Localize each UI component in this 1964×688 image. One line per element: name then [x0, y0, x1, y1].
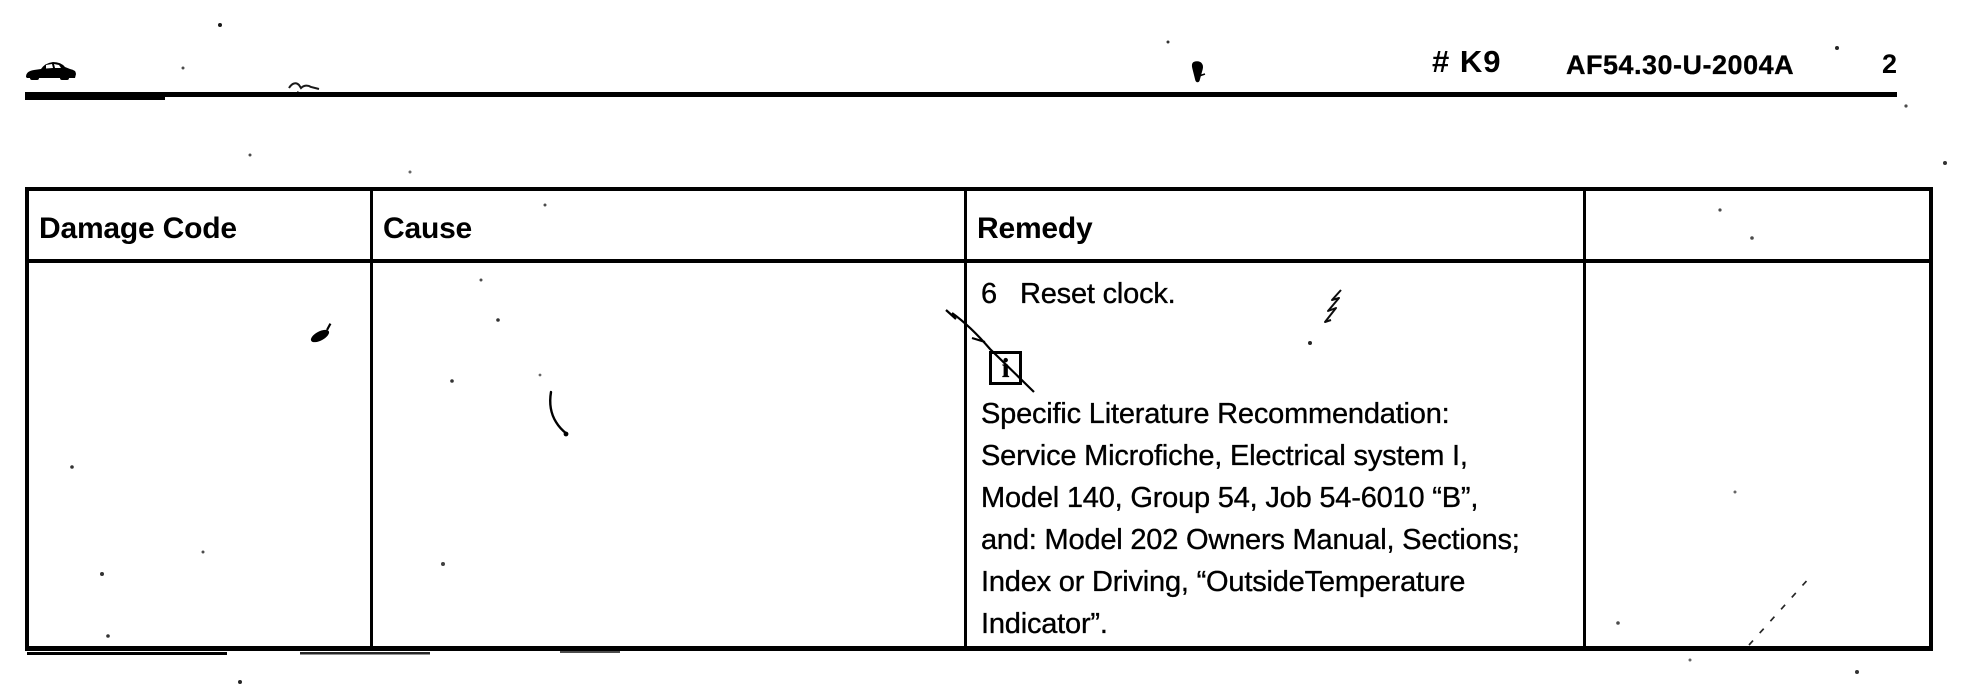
damage-code-table: [25, 187, 1933, 651]
note-line: Specific Literature Recommendation:: [981, 398, 1450, 430]
car-icon: [25, 60, 77, 84]
header-cell-damage-code: [29, 191, 373, 263]
note-line: Indicator”.: [981, 608, 1108, 640]
info-icon: [989, 351, 1022, 385]
border-bleed: [27, 652, 227, 655]
body-cell-cause: [373, 263, 967, 646]
step-text: Reset clock.: [1020, 278, 1176, 310]
column-label: [1586, 191, 1929, 213]
header-cell-remedy: [967, 191, 1586, 263]
header-cell-empty: [1586, 191, 1929, 263]
note-line: Model 140, Group 54, Job 54-6010 “B”,: [981, 482, 1479, 514]
body-cell-remedy: [967, 263, 1586, 646]
doc-symbol: # K9: [1432, 44, 1502, 79]
column-label: Remedy: [977, 212, 1093, 245]
border-bleed: [300, 652, 430, 655]
header-rule: [25, 92, 1897, 97]
info-icon-glyph: i: [1001, 353, 1010, 383]
rule-bleed: [25, 97, 165, 100]
column-label: Cause: [383, 212, 473, 245]
step-number: 6: [981, 278, 997, 310]
header-cell-cause: [373, 191, 967, 263]
remedy-step: [981, 277, 1583, 311]
note-line: Service Microfiche, Electrical system I,: [981, 440, 1468, 472]
note-line: Index or Driving, “OutsideTemperature: [981, 566, 1466, 598]
body-cell-damage-code: [29, 263, 373, 646]
note-line: and: Model 202 Owners Manual, Sections;: [981, 524, 1520, 556]
border-bleed: [560, 651, 620, 653]
doc-code: AF54.30-U-2004A: [1566, 50, 1795, 80]
column-label: Damage Code: [39, 212, 237, 245]
page-number: 2: [1882, 49, 1898, 79]
ink-blob-artifact: [1193, 62, 1205, 82]
literature-note: [981, 393, 1583, 645]
body-cell-empty: [1586, 263, 1929, 646]
